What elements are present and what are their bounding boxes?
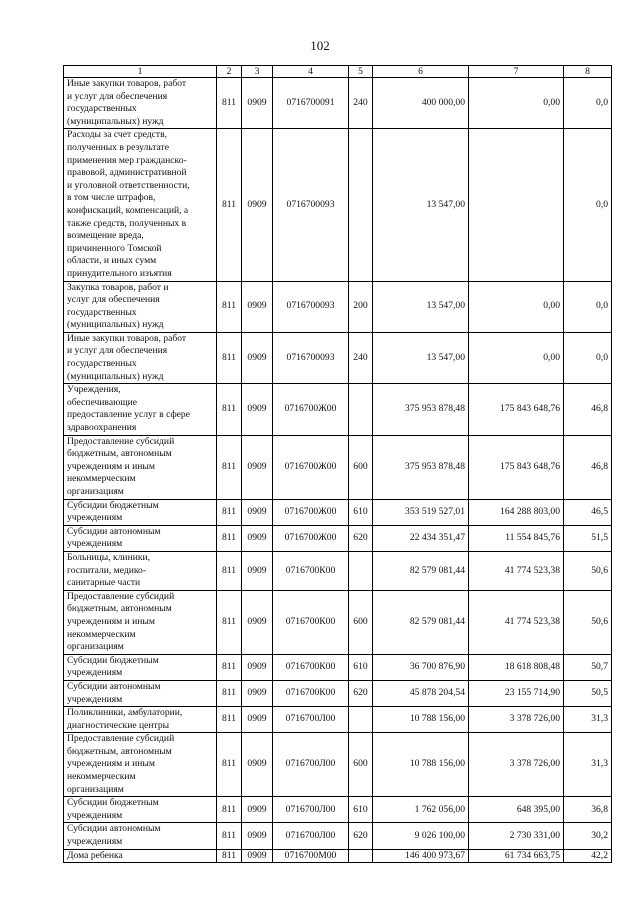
- actual-amount-cell: 0,00: [469, 332, 564, 383]
- section-cell: 0909: [242, 590, 273, 654]
- grbs-cell: 811: [217, 499, 242, 525]
- percent-cell: 0,0: [564, 332, 612, 383]
- percent-cell: 51,5: [564, 525, 612, 551]
- row-name-cell: Предоставление субсидий бюджетным, автономным учреждениям и иным некоммерческим организациям: [64, 590, 217, 654]
- actual-amount-cell: 0,00: [469, 78, 564, 129]
- target-article-cell: 0716700К00: [273, 654, 349, 680]
- table-row: [64, 707, 612, 733]
- grbs-cell: 811: [217, 680, 242, 706]
- expense-type-cell: 240: [349, 78, 373, 129]
- plan-amount-cell: 22 434 351,47: [373, 525, 469, 551]
- expense-type-cell: 610: [349, 654, 373, 680]
- plan-amount-cell: 36 700 876,90: [373, 654, 469, 680]
- grbs-cell: 811: [217, 435, 242, 499]
- table-row: [64, 551, 612, 590]
- actual-amount-cell: 2 730 331,00: [469, 823, 564, 849]
- expense-type-cell: 600: [349, 733, 373, 797]
- expense-type-cell: 200: [349, 281, 373, 332]
- expense-type-cell: 600: [349, 435, 373, 499]
- row-name-cell: Субсидии бюджетным учреждениям: [64, 499, 217, 525]
- expense-type-cell: [349, 129, 373, 281]
- plan-amount-cell: 82 579 081,44: [373, 590, 469, 654]
- target-article-cell: 0716700К00: [273, 551, 349, 590]
- section-cell: 0909: [242, 680, 273, 706]
- table-row: [64, 499, 612, 525]
- table-row: [64, 797, 612, 823]
- grbs-cell: 811: [217, 551, 242, 590]
- grbs-cell: 811: [217, 849, 242, 863]
- grbs-cell: 811: [217, 590, 242, 654]
- section-cell: 0909: [242, 707, 273, 733]
- section-cell: 0909: [242, 499, 273, 525]
- section-cell: 0909: [242, 823, 273, 849]
- row-name-cell: Предоставление субсидий бюджетным, автономным учреждениям и иным некоммерческим организациям: [64, 435, 217, 499]
- percent-cell: 50,6: [564, 590, 612, 654]
- plan-amount-cell: 146 400 973,67: [373, 849, 469, 863]
- percent-cell: 46,8: [564, 384, 612, 435]
- target-article-cell: 0716700Ж00: [273, 435, 349, 499]
- row-name-cell: Субсидии автономным учреждениям: [64, 680, 217, 706]
- target-article-cell: 0716700Л00: [273, 707, 349, 733]
- section-cell: 0909: [242, 281, 273, 332]
- row-name-cell: Субсидии бюджетным учреждениям: [64, 654, 217, 680]
- actual-amount-cell: 41 774 523,38: [469, 590, 564, 654]
- actual-amount-cell: 0,00: [469, 281, 564, 332]
- plan-amount-cell: 375 953 878,48: [373, 384, 469, 435]
- section-cell: 0909: [242, 129, 273, 281]
- percent-cell: 42,2: [564, 849, 612, 863]
- plan-amount-cell: 10 788 156,00: [373, 733, 469, 797]
- grbs-cell: 811: [217, 78, 242, 129]
- section-cell: 0909: [242, 551, 273, 590]
- section-cell: 0909: [242, 733, 273, 797]
- row-name-cell: Иные закупки товаров, работ и услуг для обеспечения государственных (муниципальных) нужд: [64, 78, 217, 129]
- row-name-cell: Предоставление субсидий бюджетным, автономным учреждениям и иным некоммерческим организациям: [64, 733, 217, 797]
- expense-type-cell: 610: [349, 797, 373, 823]
- plan-amount-cell: 45 878 204,54: [373, 680, 469, 706]
- table-row: [64, 525, 612, 551]
- target-article-cell: 0716700Ж00: [273, 525, 349, 551]
- target-article-cell: 0716700Л00: [273, 733, 349, 797]
- target-article-cell: 0716700Л00: [273, 823, 349, 849]
- percent-cell: 31,3: [564, 707, 612, 733]
- percent-cell: 0,0: [564, 129, 612, 281]
- actual-amount-cell: 3 378 726,00: [469, 733, 564, 797]
- table-row: [64, 281, 612, 332]
- row-name-cell: Закупка товаров, работ и услуг для обеспечения государственных (муниципальных) нужд: [64, 281, 217, 332]
- actual-amount-cell: 23 155 714,90: [469, 680, 564, 706]
- expense-type-cell: 620: [349, 823, 373, 849]
- column-header: 5: [349, 66, 373, 78]
- plan-amount-cell: 353 519 527,01: [373, 499, 469, 525]
- row-name-cell: Субсидии автономным учреждениям: [64, 525, 217, 551]
- percent-cell: 36,8: [564, 797, 612, 823]
- plan-amount-cell: 13 547,00: [373, 332, 469, 383]
- plan-amount-cell: 9 026 100,00: [373, 823, 469, 849]
- grbs-cell: 811: [217, 129, 242, 281]
- section-cell: 0909: [242, 654, 273, 680]
- row-name-cell: Расходы за счет средств, полученных в результате применения мер гражданско- правовой, административной и уголовной ответственности, в том числе штрафов, конфискаций, компенсаций, а также средств, полученных в возмещение вреда, причиненного Томской области, и иных сумм принудительного изъятия: [64, 129, 217, 281]
- section-cell: 0909: [242, 78, 273, 129]
- section-cell: 0909: [242, 435, 273, 499]
- expense-type-cell: [349, 707, 373, 733]
- plan-amount-cell: 10 788 156,00: [373, 707, 469, 733]
- column-header: 4: [273, 66, 349, 78]
- target-article-cell: 0716700Ж00: [273, 384, 349, 435]
- expense-type-cell: 610: [349, 499, 373, 525]
- expense-type-cell: [349, 551, 373, 590]
- table-row: [64, 129, 612, 281]
- target-article-cell: 0716700093: [273, 332, 349, 383]
- percent-cell: 50,6: [564, 551, 612, 590]
- section-cell: 0909: [242, 849, 273, 863]
- row-name-cell: Субсидии бюджетным учреждениям: [64, 797, 217, 823]
- column-header: 1: [64, 66, 217, 78]
- percent-cell: 0,0: [564, 78, 612, 129]
- row-name-cell: Дома ребенка: [64, 849, 217, 863]
- expense-type-cell: 240: [349, 332, 373, 383]
- target-article-cell: 0716700093: [273, 129, 349, 281]
- expense-type-cell: [349, 384, 373, 435]
- budget-table: [63, 65, 612, 863]
- section-cell: 0909: [242, 332, 273, 383]
- percent-cell: 50,7: [564, 654, 612, 680]
- plan-amount-cell: 400 000,00: [373, 78, 469, 129]
- section-cell: 0909: [242, 525, 273, 551]
- percent-cell: 31,3: [564, 733, 612, 797]
- actual-amount-cell: 175 843 648,76: [469, 384, 564, 435]
- expense-type-cell: 620: [349, 525, 373, 551]
- row-name-cell: Учреждения, обеспечивающие предоставление услуг в сфере здравоохранения: [64, 384, 217, 435]
- expense-type-cell: [349, 849, 373, 863]
- column-header: 7: [469, 66, 564, 78]
- table-row: [64, 733, 612, 797]
- target-article-cell: 0716700К00: [273, 590, 349, 654]
- row-name-cell: Больницы, клиники, госпитали, медико- санитарные части: [64, 551, 217, 590]
- expense-type-cell: 600: [349, 590, 373, 654]
- table-row: [64, 823, 612, 849]
- row-name-cell: Иные закупки товаров, работ и услуг для обеспечения государственных (муниципальных) нужд: [64, 332, 217, 383]
- section-cell: 0909: [242, 384, 273, 435]
- grbs-cell: 811: [217, 384, 242, 435]
- actual-amount-cell: 11 554 845,76: [469, 525, 564, 551]
- plan-amount-cell: 82 579 081,44: [373, 551, 469, 590]
- actual-amount-cell: 18 618 808,48: [469, 654, 564, 680]
- plan-amount-cell: 13 547,00: [373, 281, 469, 332]
- target-article-cell: 0716700091: [273, 78, 349, 129]
- actual-amount-cell: 41 774 523,38: [469, 551, 564, 590]
- table-row: [64, 332, 612, 383]
- table-row: [64, 590, 612, 654]
- table-row: [64, 680, 612, 706]
- grbs-cell: 811: [217, 332, 242, 383]
- row-name-cell: Поликлиники, амбулатории, диагностические центры: [64, 707, 217, 733]
- actual-amount-cell: 3 378 726,00: [469, 707, 564, 733]
- table-row: [64, 384, 612, 435]
- grbs-cell: 811: [217, 654, 242, 680]
- percent-cell: 46,5: [564, 499, 612, 525]
- column-header: 2: [217, 66, 242, 78]
- percent-cell: 30,2: [564, 823, 612, 849]
- percent-cell: 46,8: [564, 435, 612, 499]
- target-article-cell: 0716700Л00: [273, 797, 349, 823]
- target-article-cell: 0716700К00: [273, 680, 349, 706]
- column-header: 3: [242, 66, 273, 78]
- table-row: [64, 654, 612, 680]
- actual-amount-cell: 164 288 803,00: [469, 499, 564, 525]
- plan-amount-cell: 1 762 056,00: [373, 797, 469, 823]
- grbs-cell: 811: [217, 707, 242, 733]
- actual-amount-cell: 175 843 648,76: [469, 435, 564, 499]
- grbs-cell: 811: [217, 733, 242, 797]
- grbs-cell: 811: [217, 281, 242, 332]
- column-header: 6: [373, 66, 469, 78]
- grbs-cell: 811: [217, 823, 242, 849]
- target-article-cell: 0716700Ж00: [273, 499, 349, 525]
- plan-amount-cell: 375 953 878,48: [373, 435, 469, 499]
- plan-amount-cell: 13 547,00: [373, 129, 469, 281]
- actual-amount-cell: 648 395,00: [469, 797, 564, 823]
- table-row: [64, 435, 612, 499]
- target-article-cell: 0716700093: [273, 281, 349, 332]
- expense-type-cell: 620: [349, 680, 373, 706]
- grbs-cell: 811: [217, 797, 242, 823]
- row-name-cell: Субсидии автономным учреждениям: [64, 823, 217, 849]
- section-cell: 0909: [242, 797, 273, 823]
- header-row: [64, 66, 612, 78]
- grbs-cell: 811: [217, 525, 242, 551]
- percent-cell: 0,0: [564, 281, 612, 332]
- column-header: 8: [564, 66, 612, 78]
- table-row: [64, 849, 612, 863]
- page-number: 102: [310, 38, 330, 53]
- percent-cell: 50,5: [564, 680, 612, 706]
- target-article-cell: 0716700М00: [273, 849, 349, 863]
- table-row: [64, 78, 612, 129]
- actual-amount-cell: [469, 129, 564, 281]
- actual-amount-cell: 61 734 663,75: [469, 849, 564, 863]
